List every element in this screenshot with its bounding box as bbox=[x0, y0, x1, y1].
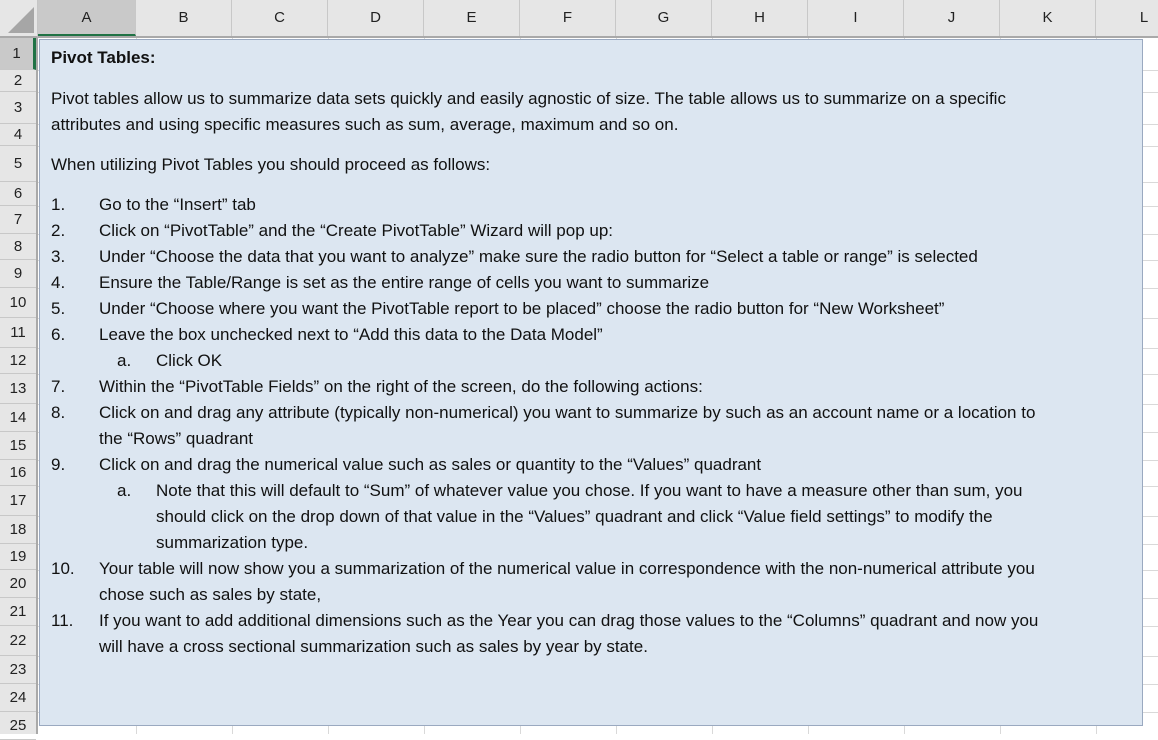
step-text: Click on and drag any attribute (typically non-numerical) you want to summarize by such as an account name or a location to bbox=[99, 403, 1036, 422]
intro-line-2: attributes and using specific measures such as sum, average, maximum and so on. bbox=[51, 115, 679, 134]
column-header-e[interactable]: E bbox=[424, 0, 520, 36]
row-header-17[interactable]: 17 bbox=[0, 486, 36, 516]
row-header-20[interactable]: 20 bbox=[0, 570, 36, 598]
column-header-c[interactable]: C bbox=[232, 0, 328, 36]
column-header-bar bbox=[38, 0, 1158, 38]
column-header-i[interactable]: I bbox=[808, 0, 904, 36]
step-number: 9. bbox=[51, 455, 66, 474]
row-header-23[interactable]: 23 bbox=[0, 656, 36, 684]
textbox-title: Pivot Tables: bbox=[51, 48, 156, 67]
step-text-continued: the “Rows” quadrant bbox=[99, 429, 254, 448]
row-header-15[interactable]: 15 bbox=[0, 432, 36, 460]
row-header-13[interactable]: 13 bbox=[0, 374, 36, 404]
step-number: 2. bbox=[51, 221, 66, 240]
row-header-bar bbox=[0, 38, 38, 734]
row-header-1[interactable]: 1 bbox=[0, 38, 36, 70]
row-header-9[interactable]: 9 bbox=[0, 260, 36, 288]
instructions-textbox[interactable] bbox=[39, 39, 1143, 726]
column-header-g[interactable]: G bbox=[616, 0, 712, 36]
step-text: Click on “PivotTable” and the “Create PivotTable” Wizard will pop up: bbox=[99, 221, 614, 240]
step-text: If you want to add additional dimensions such as the Year you can drag those values to the “Columns” quadrant and now you bbox=[99, 611, 1039, 630]
select-all-triangle-icon bbox=[8, 7, 34, 33]
step-text: Within the “PivotTable Fields” on the right of the screen, do the following actions: bbox=[99, 377, 703, 396]
substep-number: a. bbox=[117, 351, 132, 370]
step-text: Go to the “Insert” tab bbox=[99, 195, 256, 214]
substep-text: Click OK bbox=[156, 351, 223, 370]
row-header-5[interactable]: 5 bbox=[0, 146, 36, 182]
column-header-l[interactable]: L bbox=[1139, 9, 1149, 26]
column-header-k[interactable]: K bbox=[1000, 0, 1096, 36]
substep-text-continued: should click on the drop down of that value in the “Values” quadrant and click “Value field settings” to modify the bbox=[156, 507, 993, 526]
row-header-19[interactable]: 19 bbox=[0, 544, 36, 570]
row-header-25[interactable]: 25 bbox=[0, 712, 36, 740]
intro-line-1: Pivot tables allow us to summarize data sets quickly and easily agnostic of size. The table allows us to summarize on a specific bbox=[51, 89, 1006, 108]
step-number: 8. bbox=[51, 403, 66, 422]
step-number: 3. bbox=[51, 247, 66, 266]
row-header-14[interactable]: 14 bbox=[0, 404, 36, 432]
row-header-6[interactable]: 6 bbox=[0, 182, 36, 206]
row-header-12[interactable]: 12 bbox=[0, 348, 36, 374]
step-text: Click on and drag the numerical value such as sales or quantity to the “Values” quadrant bbox=[99, 455, 762, 474]
column-header-a[interactable]: A bbox=[38, 0, 136, 36]
row-header-8[interactable]: 8 bbox=[0, 234, 36, 260]
row-header-7[interactable]: 7 bbox=[0, 206, 36, 234]
substep-number: a. bbox=[117, 481, 132, 500]
row-header-2[interactable]: 2 bbox=[0, 70, 36, 92]
step-text: Under “Choose where you want the PivotTable report to be placed” choose the radio button for “New Worksheet” bbox=[99, 299, 945, 318]
substep-text-continued: summarization type. bbox=[156, 533, 309, 552]
proceed-line: When utilizing Pivot Tables you should proceed as follows: bbox=[51, 155, 491, 174]
step-text-continued: chose such as sales by state, bbox=[99, 585, 322, 604]
column-header-d[interactable]: D bbox=[328, 0, 424, 36]
row-header-3[interactable]: 3 bbox=[0, 92, 36, 124]
row-header-16[interactable]: 16 bbox=[0, 460, 36, 486]
step-text: Under “Choose the data that you want to analyze” make sure the radio button for “Select a table or range” is selected bbox=[99, 247, 978, 266]
step-text: Ensure the Table/Range is set as the entire range of cells you want to summarize bbox=[99, 273, 710, 292]
substep-text: Note that this will default to “Sum” of whatever value you chose. If you want to have a measure other than sum, you bbox=[156, 481, 1023, 500]
step-number: 10. bbox=[51, 559, 75, 578]
step-number: 1. bbox=[51, 195, 66, 214]
column-header-j[interactable]: J bbox=[904, 0, 1000, 36]
step-text-continued: will have a cross sectional summarization such as sales by year by state. bbox=[99, 637, 648, 656]
step-text: Leave the box unchecked next to “Add this data to the Data Model” bbox=[99, 325, 603, 344]
column-header-h[interactable]: H bbox=[712, 0, 808, 36]
row-header-22[interactable]: 22 bbox=[0, 626, 36, 656]
step-number: 11. bbox=[51, 611, 74, 630]
step-text: Your table will now show you a summarization of the numerical value in correspondence with the non-numerical attribute you bbox=[99, 559, 1035, 578]
column-header-b[interactable]: B bbox=[136, 0, 232, 36]
row-header-21[interactable]: 21 bbox=[0, 598, 36, 626]
step-number: 4. bbox=[51, 273, 66, 292]
row-header-24[interactable]: 24 bbox=[0, 684, 36, 712]
row-header-4[interactable]: 4 bbox=[0, 124, 36, 146]
select-all-corner[interactable] bbox=[0, 0, 38, 38]
step-number: 6. bbox=[51, 325, 66, 344]
row-header-18[interactable]: 18 bbox=[0, 516, 36, 544]
column-header-f[interactable]: F bbox=[520, 0, 616, 36]
row-header-11[interactable]: 11 bbox=[0, 318, 36, 348]
step-number: 7. bbox=[51, 377, 66, 396]
step-number: 5. bbox=[51, 299, 66, 318]
row-header-10[interactable]: 10 bbox=[0, 288, 36, 318]
